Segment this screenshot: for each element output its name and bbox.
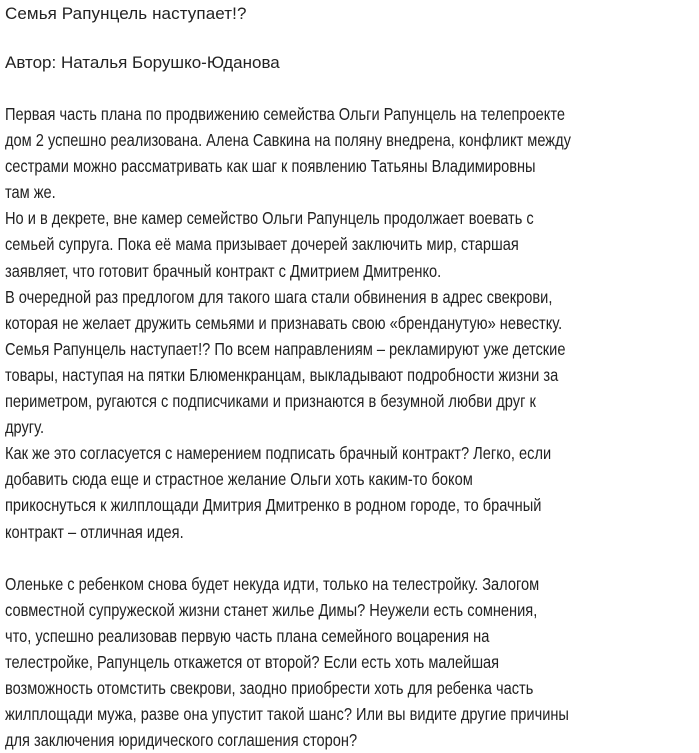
body-line: семьей супруга. Пока её мама призывает дочерей заключить мир, старшая <box>5 234 519 255</box>
body-line: телестройке, Рапунцель откажется от второй? Если есть хоть малейшая <box>5 651 500 672</box>
body-line: там же. <box>5 182 56 203</box>
body-line: Первая часть плана по продвижению семейства Ольги Рапунцель на телепроекте <box>5 104 565 124</box>
body-line: добавить сюда еще и страстное желание Ольги хоть каким-то боком <box>5 469 473 490</box>
paragraph-gap <box>5 545 590 571</box>
body-line: сестрами можно рассматривать как шаг к появлению Татьяны Владимировны <box>5 156 536 177</box>
body-line: совместной супружеской жизни станет жилье Димы? Неужели есть сомнения, <box>5 599 538 620</box>
body-line: Оленьке с ребенком снова будет некуда идти, только на телестройку. Залогом <box>5 573 540 594</box>
body-line: В очередной раз предлогом для такого шага стали обвинения в адрес свекрови, <box>5 286 553 307</box>
body-line: которая не желает дружить семьями и признавать свою «бренданутую» невестку. <box>5 312 563 333</box>
body-line: что, успешно реализовав первую часть плана семейного воцарения на <box>5 625 490 646</box>
body-line: заявляет, что готовит брачный контракт с Дмитрием Дмитренко. <box>5 260 442 281</box>
article-author: Автор: Наталья Борушко-Юданова <box>5 53 280 72</box>
body-line: Как же это согласуется с намерением подписать брачный контракт? Легко, если <box>5 443 552 464</box>
body-line: Но и в декрете, вне камер семейство Ольги Рапунцель продолжает воевать с <box>5 208 534 229</box>
body-line: прикоснуться к жилплощади Дмитрия Дмитренко в родном городе, то брачный <box>5 495 542 516</box>
body-line: другу. <box>5 417 45 438</box>
body-line: контракт – отличная идея. <box>5 521 184 542</box>
body-line: периметром, ругаются с подписчиками и признаются в безумной любви друг к <box>5 391 536 412</box>
body-line: Семья Рапунцель наступает!? По всем направлениям – рекламируют уже детские <box>5 338 566 359</box>
body-line: товары, наступая на пятки Блюменкранцам, выкладывают подробности жизни за <box>5 364 559 385</box>
body-line: возможность отомстить свекрови, заодно приобрести хоть для ребенка часть <box>5 678 534 699</box>
article-title: Семья Рапунцель наступает!? <box>5 4 247 23</box>
body-line: для заключения юридического соглашения сторон? <box>5 730 358 751</box>
body-line: дом 2 успешно реализована. Алена Савкина на поляну внедрена, конфликт между <box>5 130 571 151</box>
body-line: жилплощади мужа, разве она упустит такой шанс? Или вы видите другие причины <box>5 704 569 725</box>
article-body <box>5 101 699 753</box>
